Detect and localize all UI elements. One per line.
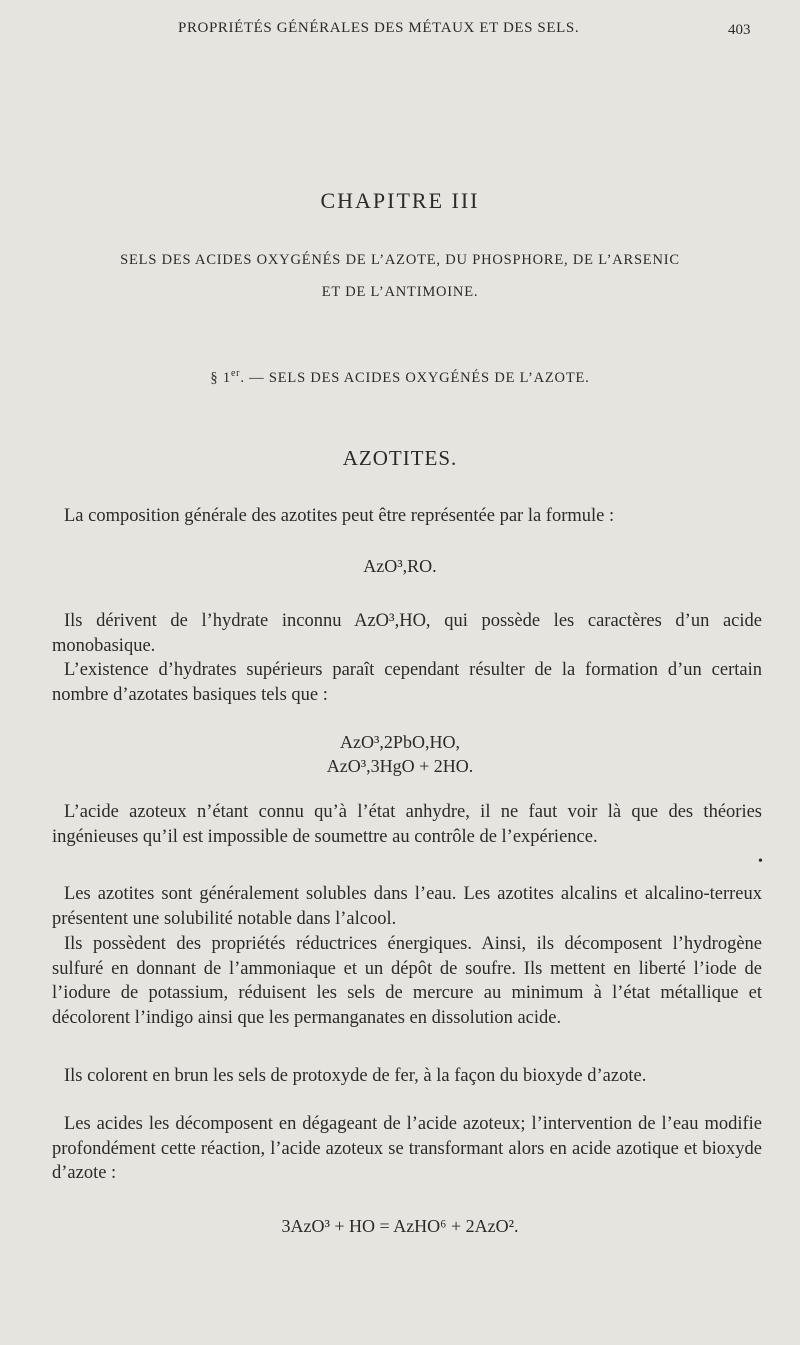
paragraph-7: Ils colorent en brun les sels de protoxyde de fer, à la façon du bioxyde d’azote. bbox=[64, 1066, 647, 1086]
heading-azotites: AZOTITES. bbox=[342, 446, 458, 470]
paragraph-8: Les acides les décomposent en dégageant de l’acide azoteux; l’intervention de l’eau modifie profondément cette réaction, l’acide azoteux se transformant alors en acide azotique et bioxyde d’azote : bbox=[52, 1114, 762, 1183]
paragraph-4: L’acide azoteux n’étant connu qu’à l’état anhydre, il ne faut voir là que des théories ingénieuses qu’il est impossible de soumettre au contrôle de l’expérience. bbox=[52, 802, 762, 847]
section-prefix: § 1 bbox=[210, 369, 231, 386]
paragraph-2: Ils dérivent de l’hydrate inconnu AzO³,HO, qui possède les caractères d’un acide monobasique. bbox=[52, 611, 762, 656]
section-heading bbox=[0, 368, 800, 387]
paragraph-1: La composition générale des azotites peut être représentée par la formule : bbox=[64, 506, 615, 526]
formula-2b: AzO³,3HgO + 2HO. bbox=[326, 756, 474, 776]
paragraph-3: L’existence d’hydrates supérieurs paraît cependant résulter de la formation d’un certain nombre d’azotates basiques tels que : bbox=[52, 660, 762, 705]
running-head: PROPRIÉTÉS GÉNÉRALES DES MÉTAUX ET DES SELS. bbox=[178, 20, 580, 36]
section-text: . — SELS DES ACIDES OXYGÉNÉS DE L’AZOTE. bbox=[240, 369, 590, 386]
chapter-title: CHAPITRE III bbox=[320, 188, 480, 213]
paragraph-6: Ils possèdent des propriétés réductrices énergiques. Ainsi, ils décomposent l’hydrogène sulfuré en donnant de l’ammoniaque et un dépôt de soufre. Ils mettent en liberté l’iode de l’iodure de potassium, réduisent les sels de mercure au minimum à l’état métallique et décolorent l’indigo ainsi que les permanganates en dissolution acide. bbox=[52, 934, 762, 1028]
section-sup: er bbox=[230, 368, 241, 379]
paragraph-5: Les azotites sont généralement solubles dans l’eau. Les azotites alcalins et alcalino-terreux présentent une solubilité notable dans l’alcool. bbox=[52, 884, 762, 929]
chapter-subtitle-line2: ET DE L’ANTIMOINE. bbox=[321, 284, 479, 300]
formula-3: 3AzO³ + HO = AzHO⁶ + 2AzO². bbox=[281, 1216, 519, 1236]
formula-1: AzO³,RO. bbox=[363, 556, 437, 576]
print-speck: • bbox=[758, 854, 763, 869]
chapter-subtitle-line1: SELS DES ACIDES OXYGÉNÉS DE L’AZOTE, DU PHOSPHORE, DE L’ARSENIC bbox=[120, 252, 680, 268]
page-number: 403 bbox=[728, 22, 751, 38]
formula-2a: AzO³,2PbO,HO, bbox=[340, 732, 460, 752]
